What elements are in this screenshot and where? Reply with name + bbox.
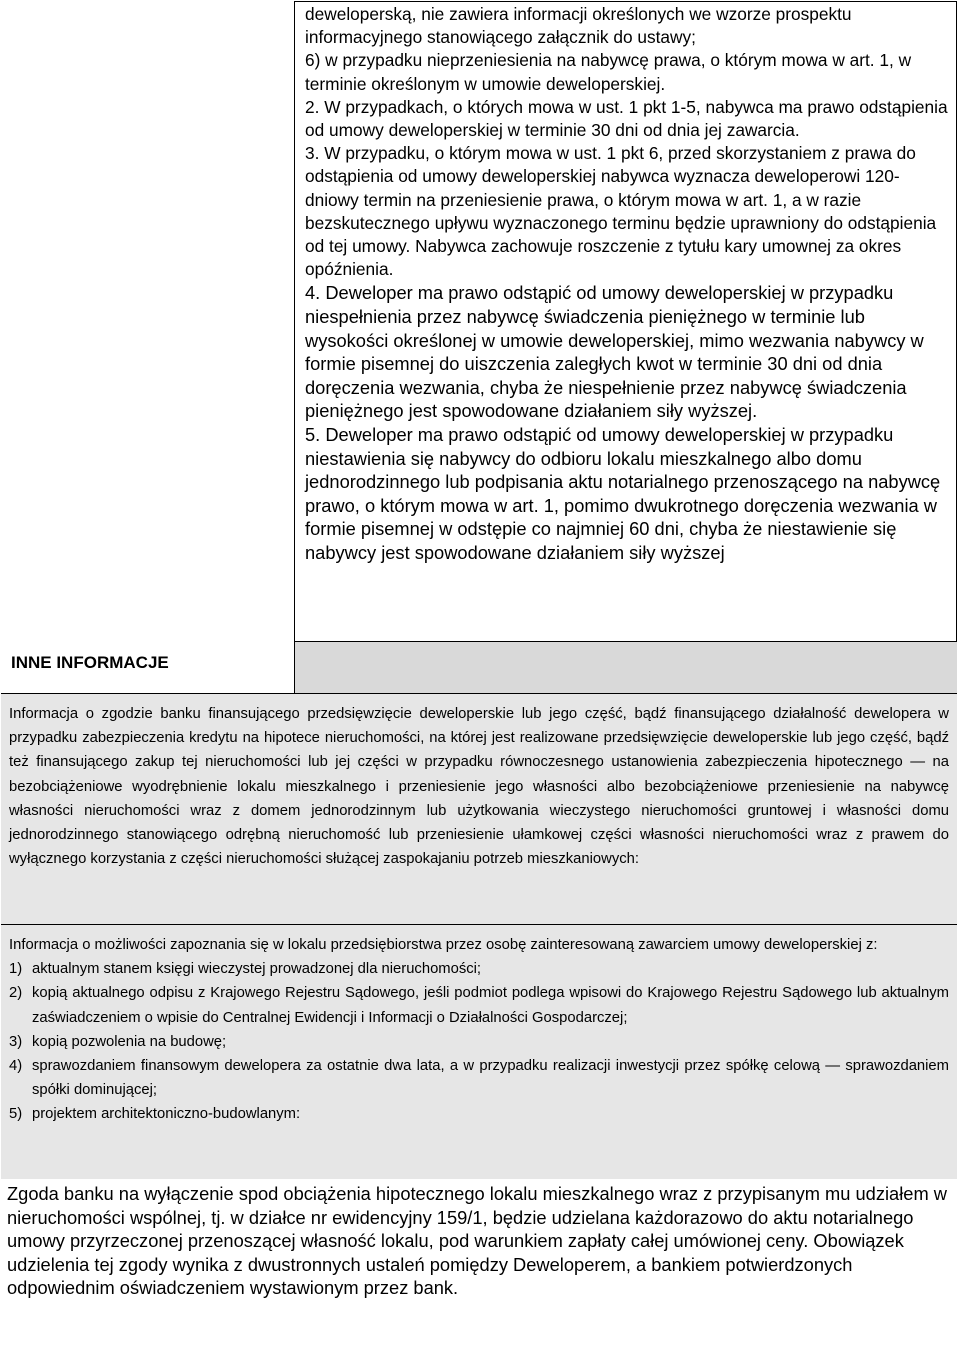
- list-text: projektem architektoniczno-budowlanym:: [32, 1106, 301, 1123]
- list-number: 2): [9, 985, 23, 1002]
- right-column: [295, 1, 957, 693]
- list-item: [9, 957, 949, 981]
- section-label-inne-informacje: INNE INFORMACJE: [11, 653, 169, 672]
- list-text: sprawozdaniem finansowym dewelopera za ostatnie dwa lata, a w przypadku realizacji inwestycji przez spółkę celową — sprawozdaniem spółki dominującej;: [32, 1058, 949, 1099]
- list-number: 4): [9, 1058, 23, 1075]
- list-text: kopią pozwolenia na budowę;: [32, 1033, 227, 1050]
- access-info-intro: Informacja o możliwości zapoznania się w lokalu przedsiębiorstwa przez osobę zainteresowaną zawarciem umowy deweloperskiej z:: [9, 937, 878, 953]
- rule-paragraph: 6) w przypadku nieprzeniesienia na nabywcę prawa, o którym mowa w art. 1, w terminie określonym w umowie deweloperskiej.: [305, 50, 912, 94]
- document-list: [1, 957, 957, 1126]
- withdrawal-rules-text: [305, 3, 953, 565]
- left-column: [1, 1, 295, 693]
- list-item: [9, 1030, 949, 1054]
- list-number: 1): [9, 961, 23, 978]
- bank-info-section: [1, 693, 957, 924]
- list-item: [9, 1102, 949, 1126]
- rule-paragraph: 4. Deweloper ma prawo odstąpić od umowy deweloperskiej w przypadku niespełnienia przez nabywcę świadczenia pieniężnego w terminie lub wysokości określonej w umowie deweloperskiej, mimo wezwania nabywcy w formie pisemnej do uiszczenia zaległych kwot w terminie 30 dni od dnia doręczenia wezwania, chyba że niespełnienie przez nabywcę świadczenia pieniężnego jest spowodowane działaniem siły wyższej.: [305, 282, 924, 422]
- rule-paragraph: 5. Deweloper ma prawo odstąpić od umowy deweloperskiej w przypadku niestawienia się nabywcy do odbioru lokalu mieszkalnego albo domu jednorodzinnego lub podpisania aktu notarialnego przenoszącego na nabywcę prawo, o którym mowa w art. 1, pomimo dwukrotnego doręczenia wezwania w formie pisemnej w odstępie co najmniej 60 dni, chyba że niestawienie się nabywcy jest spowodowane działaniem siły wyższej: [305, 424, 941, 563]
- bank-consent-text: Zgoda banku na wyłączenie spod obciążenia hipotecznego lokalu mieszkalnego wraz z przypisanym mu udziałem w nieruchomości wspólnej, tj. w działce nr ewidencyjny 159/1, będzie udzielana każdorazowo do aktu notarialnego umowy przyrzeczonej przenoszącej własność lokalu, pod warunkiem zapłaty całej umówionej ceny. Obowiązek udzielenia tej zgody wynika z dwustronnych ustaleń pomiędzy Deweloperem, a bankiem potwierdzonych odpowiednim oświadczeniem wystawionym przez bank.: [7, 1183, 947, 1299]
- rule-paragraph: deweloperską, nie zawiera informacji określonych we wzorze prospektu informacyjnego stanowiącego załącznik do ustawy;: [305, 4, 852, 48]
- list-item: [9, 981, 949, 1029]
- list-number: 5): [9, 1106, 23, 1123]
- bank-consent-section: [1, 1179, 957, 1342]
- bank-info-text: Informacja o zgodzie banku finansującego przedsięwzięcie deweloperskie lub jego część, bądź finansującego działalność dewelopera w przypadku zabezpieczenia kredytu na hipotece nieruchomości, na której jest realizowane przedsięwzięcie deweloperskie lub jego część, bądź też finansującego zakup tej nieruchomości lub jej części w przypadku równoczesnego ustanowienia zabezpieczenia hipotecznego — na bezobciążeniowe wyodrębnienie lokalu mieszkalnego i przeniesienie jego własności albo bezobciążeniowe przeniesienie na nabywcę własności nieruchomości wraz z domem jednorodzinnym lub użytkowania wieczystego nieruchomości gruntowej i własności domu jednorodzinnego stanowiącego odrębną nieruchomość lub przeniesienie ułamkowej części własności nieruchomości wraz z prawem do wyłącznego korzystania z części nieruchomości służącej zaspokajaniu potrzeb mieszkaniowych:: [9, 706, 949, 868]
- rule-paragraph: 3. W przypadku, o którym mowa w ust. 1 pkt 6, przed skorzystaniem z prawa do odstąpienia od umowy deweloperskiej nabywca wyznacza deweloperowi 120-dniowy termin na przeniesienie prawa, o którym mowa w art. 1, a w razie bezskutecznego upływu wyznaczonego terminu będzie uprawniony do odstąpienia od tej umowy. Nabywca zachowuje roszczenie z tytułu kary umownej za okres opóźnienia.: [305, 143, 937, 280]
- list-item: [9, 1054, 949, 1102]
- list-text: aktualnym stanem księgi wieczystej prowadzonej dla nieruchomości;: [32, 961, 482, 978]
- access-info-section: [1, 924, 957, 1179]
- value-cell-empty: [295, 641, 957, 693]
- list-text: kopią aktualnego odpisu z Krajowego Rejestru Sądowego, jeśli podmiot podlega wpisowi do Krajowego Rejestru Sądowego lub aktualnym zaświadczeniem o wpisie do Centralnej Ewidencji i Informacji o Działalności Gospodarczej;: [32, 985, 949, 1026]
- rule-paragraph: 2. W przypadkach, o których mowa w ust. 1 pkt 1-5, nabywca ma prawo odstąpienia od umowy deweloperskiej w terminie 30 dni od dnia jej zawarcia.: [305, 96, 948, 141]
- list-number: 3): [9, 1033, 23, 1050]
